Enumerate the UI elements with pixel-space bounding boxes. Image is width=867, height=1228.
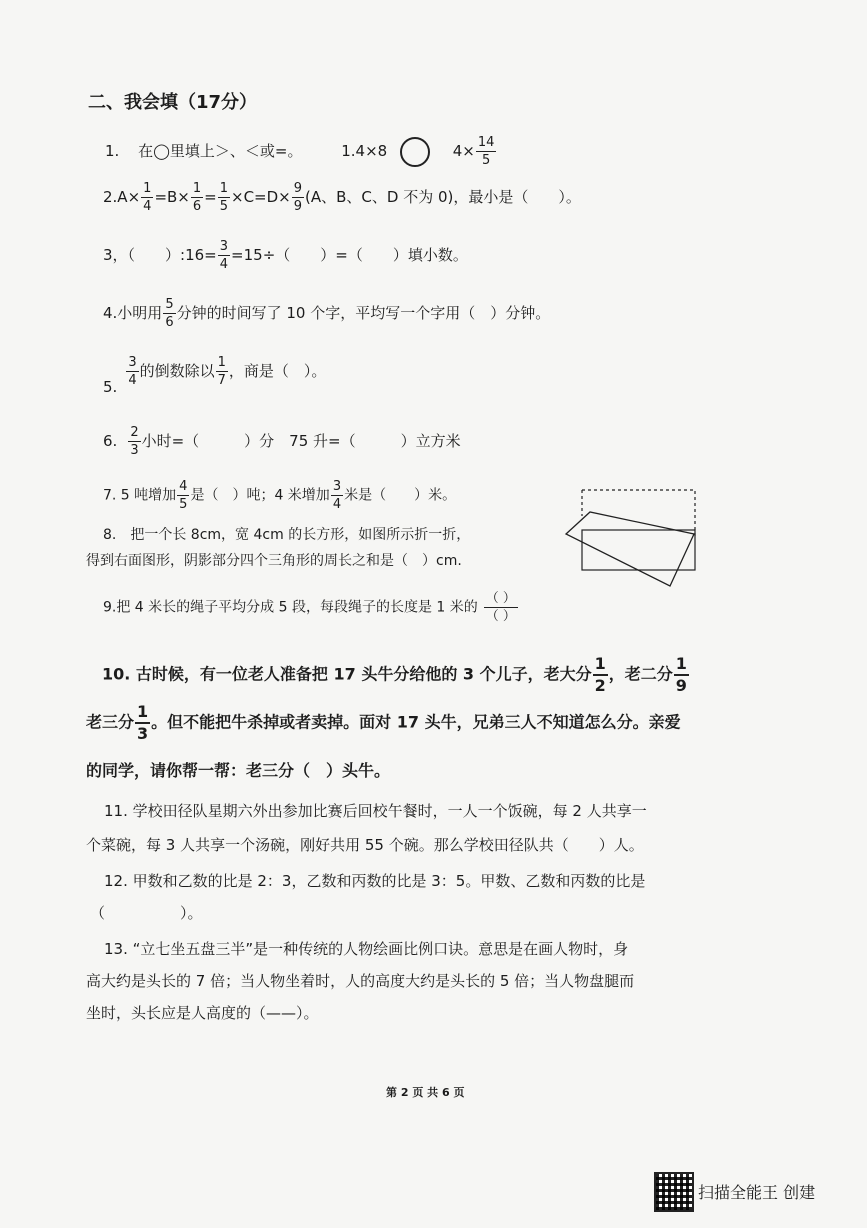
q1-fraction: $\frac{14}{5}$ — [477, 135, 495, 168]
question-10-line1: 10. 古时候，有一位老人准备把 17 头牛分给他的 3 个儿子，老大分 $\frac{1}{2}$ ，老二分 $\frac{1}{9}$ — [102, 654, 687, 695]
question-2: 2.A× $\frac{1}{4}$ =B× $\frac{1}{6}$ = $\frac{1}{5}$ ×C=D× $\frac{9}{9}$ (A、B、C、D 不为 0)，最小是（ ）。 — [103, 181, 581, 214]
section-title: 二、我会填（17分） — [88, 92, 258, 113]
scanner-watermark: 扫描全能王 创建 — [698, 1183, 816, 1202]
question-9: 9.把 4 米长的绳子平均分成 5 段，每段绳子的长度是 1 米的 $\frac{( )}{( )}$ — [103, 591, 516, 624]
question-12-line2: （ ）。 — [90, 904, 203, 922]
q1-left-expr: 1.4×8 — [341, 142, 388, 160]
question-1 — [105, 136, 497, 167]
folded-rectangle-figure — [562, 486, 702, 590]
question-11-line2: 个菜碗，每 3 人共享一个汤碗，刚好共用 55 个碗。那么学校田径队共（ ）人。 — [86, 836, 644, 854]
question-5: 5. $\frac{3}{4}$ 的倒数除以 $\frac{1}{7}$ ，商是（ ）。 — [103, 355, 327, 396]
question-8-line2: 得到右面图形，阴影部分四个三角形的周长之和是（ ）cm. — [86, 553, 462, 569]
question-12-line1: 12. 甲数和乙数的比是 2：3，乙数和丙数的比是 3：5。甲数、乙数和丙数的比是 — [104, 872, 646, 890]
question-4: 4.小明用 $\frac{5}{6}$ 分钟的时间写了 10 个字，平均写一个字用（ ）分钟。 — [103, 297, 551, 330]
compare-circle[interactable] — [400, 137, 430, 167]
question-3: 3，（ ）:16= $\frac{3}{4}$ =15÷（ ）=（ ）填小数。 — [103, 239, 468, 272]
question-13-line1: 13. “立七坐五盘三半”是一种传统的人物绘画比例口诀。意思是在画人物时，身 — [104, 940, 629, 958]
qr-code-icon — [654, 1172, 694, 1212]
q1-text: 在◯里填上＞、＜或=。 — [138, 142, 303, 160]
page-footer: 第 2 页 共 6 页 — [386, 1086, 465, 1099]
question-11-line1: 11. 学校田径队星期六外出参加比赛后回校午餐时，一人一个饭碗，每 2 人共享一 — [104, 802, 647, 820]
question-8-line1: 8. 把一个长 8cm，宽 4cm 的长方形，如图所示折一折， — [103, 527, 471, 543]
q1-num: 1. — [105, 142, 120, 160]
question-13-line3: 坐时，头长应是人高度的（——）。 — [86, 1004, 319, 1022]
question-7: 7. 5 吨增加 $\frac{4}{5}$ 是（ ）吨；4 米增加 $\frac{3}{4}$ 米是（ ）米。 — [103, 479, 457, 512]
question-10-line2: 老三分 $\frac{1}{3}$ 。但不能把牛杀掉或者卖掉。面对 17 头牛，兄弟三人不知道怎么分。亲爱 — [86, 702, 681, 743]
question-10-line3: 的同学，请你帮一帮：老三分（ ）头牛。 — [86, 761, 391, 780]
question-6: 6. $\frac{2}{3}$ 小时=（ ）分 75 升=（ ）立方米 — [103, 425, 461, 458]
q1-right-expr: 4× — [452, 142, 475, 160]
question-13-line2: 高大约是头长的 7 倍；当人物坐着时，人的高度大约是头长的 5 倍；当人物盘腿而 — [86, 972, 635, 990]
